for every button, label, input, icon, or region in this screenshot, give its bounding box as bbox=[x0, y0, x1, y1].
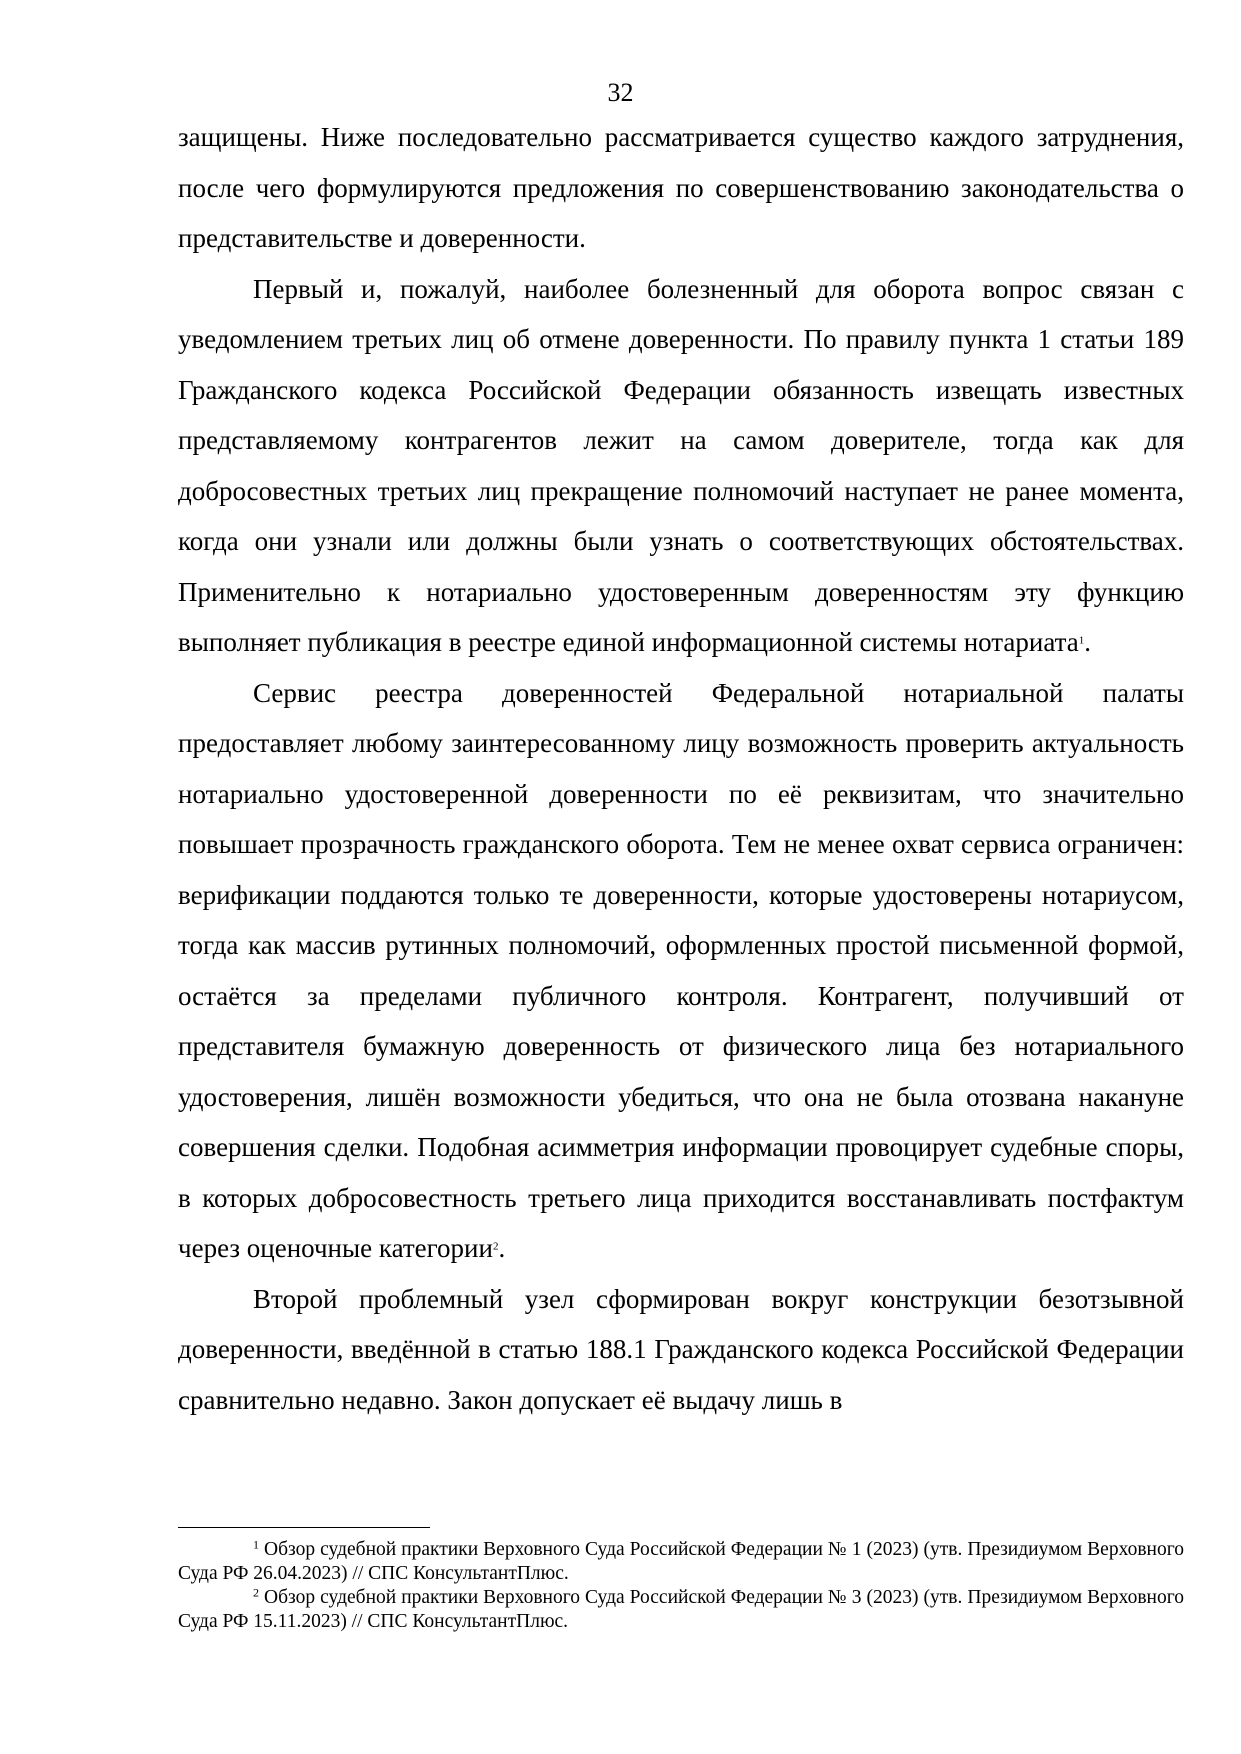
footnotes bbox=[178, 1538, 1184, 1634]
paragraph-text: Второй проблемный узел сформирован вокруг конструкции безотзывной доверенности, введённой в статью 188.1 Гражданского кодекса Российской Федерации сравнительно недавно. Закон допускает её выдачу лишь в bbox=[178, 1283, 1184, 1415]
footnote-reference[interactable]: 1 bbox=[1078, 634, 1085, 647]
footnote-reference[interactable]: 2 bbox=[492, 1240, 499, 1253]
paragraph-text: защищены. Ниже последовательно рассматривается существо каждого затруднения, после чего формулируются предложения по совершенствованию законодательства о представительстве и доверенности. bbox=[178, 122, 1184, 253]
paragraph bbox=[178, 668, 1184, 1274]
body-text bbox=[178, 112, 1184, 1425]
paragraph bbox=[178, 264, 1184, 668]
paragraph-text: Первый и, пожалуй, наиболее болезненный для оборота вопрос связан с уведомлением третьих лиц об отмене доверенности. По правилу пункта 1 статьи 189 Гражданского кодекса Российской Федерации обязанность извещать известных представляемому контрагентов лежит на самом доверителе, тогда как для добросовестных третьих лиц прекращение полномочий наступает не ранее момента, когда они узнали или должны были узнать о соответствующих обстоятельствах. Применительно к нотариально удостоверенным доверенностям эту функцию выполняет публикация в реестре единой информационной системы нотариата bbox=[178, 273, 1184, 657]
paragraph-text: . bbox=[498, 1233, 506, 1263]
paragraph bbox=[178, 1274, 1184, 1426]
footnote-text: Обзор судебной практики Верховного Суда Российской Федерации № 3 (2023) (утв. Президиумом Верховного Суда РФ 15.11.2023) // СПС КонсультантПлюс. bbox=[178, 1587, 1184, 1632]
footnote-separator bbox=[178, 1527, 430, 1528]
page-number: 32 bbox=[607, 78, 634, 107]
paragraph-text: . bbox=[1084, 627, 1091, 657]
footnote bbox=[178, 1538, 1184, 1586]
footnote-text: Обзор судебной практики Верховного Суда Российской Федерации № 1 (2023) (утв. Президиумом Верховного Суда РФ 26.04.2023) // СПС КонсультантПлюс. bbox=[178, 1539, 1184, 1584]
footnote-marker: 1 bbox=[253, 1537, 259, 1552]
paragraph-text: Сервис реестра доверенностей Федеральной нотариальной палаты предоставляет любому заинтересованному лицу возможность проверить актуальность нотариально удостоверенной доверенности по её реквизитам, что значительно повышает прозрачность гражданского оборота. Тем не менее охват сервиса ограничен: верификации поддаются только те доверенности, которые удостоверены нотариусом, тогда как массив рутинных полномочий, оформленных простой письменной формой, остаётся за пределами публичного контроля. Контрагент, получивший от представителя бумажную доверенность от физического лица без нотариального удостоверения, лишён возможности убедиться, что она не была отозвана накануне совершения сделки. Подобная асимметрия информации провоцирует судебные споры, в которых добросовестность третьего лица приходится восстанавливать постфактум через оценочные категории bbox=[178, 677, 1184, 1263]
footnote bbox=[178, 1586, 1184, 1634]
footnote-marker: 2 bbox=[253, 1585, 259, 1600]
paragraph bbox=[178, 112, 1184, 264]
